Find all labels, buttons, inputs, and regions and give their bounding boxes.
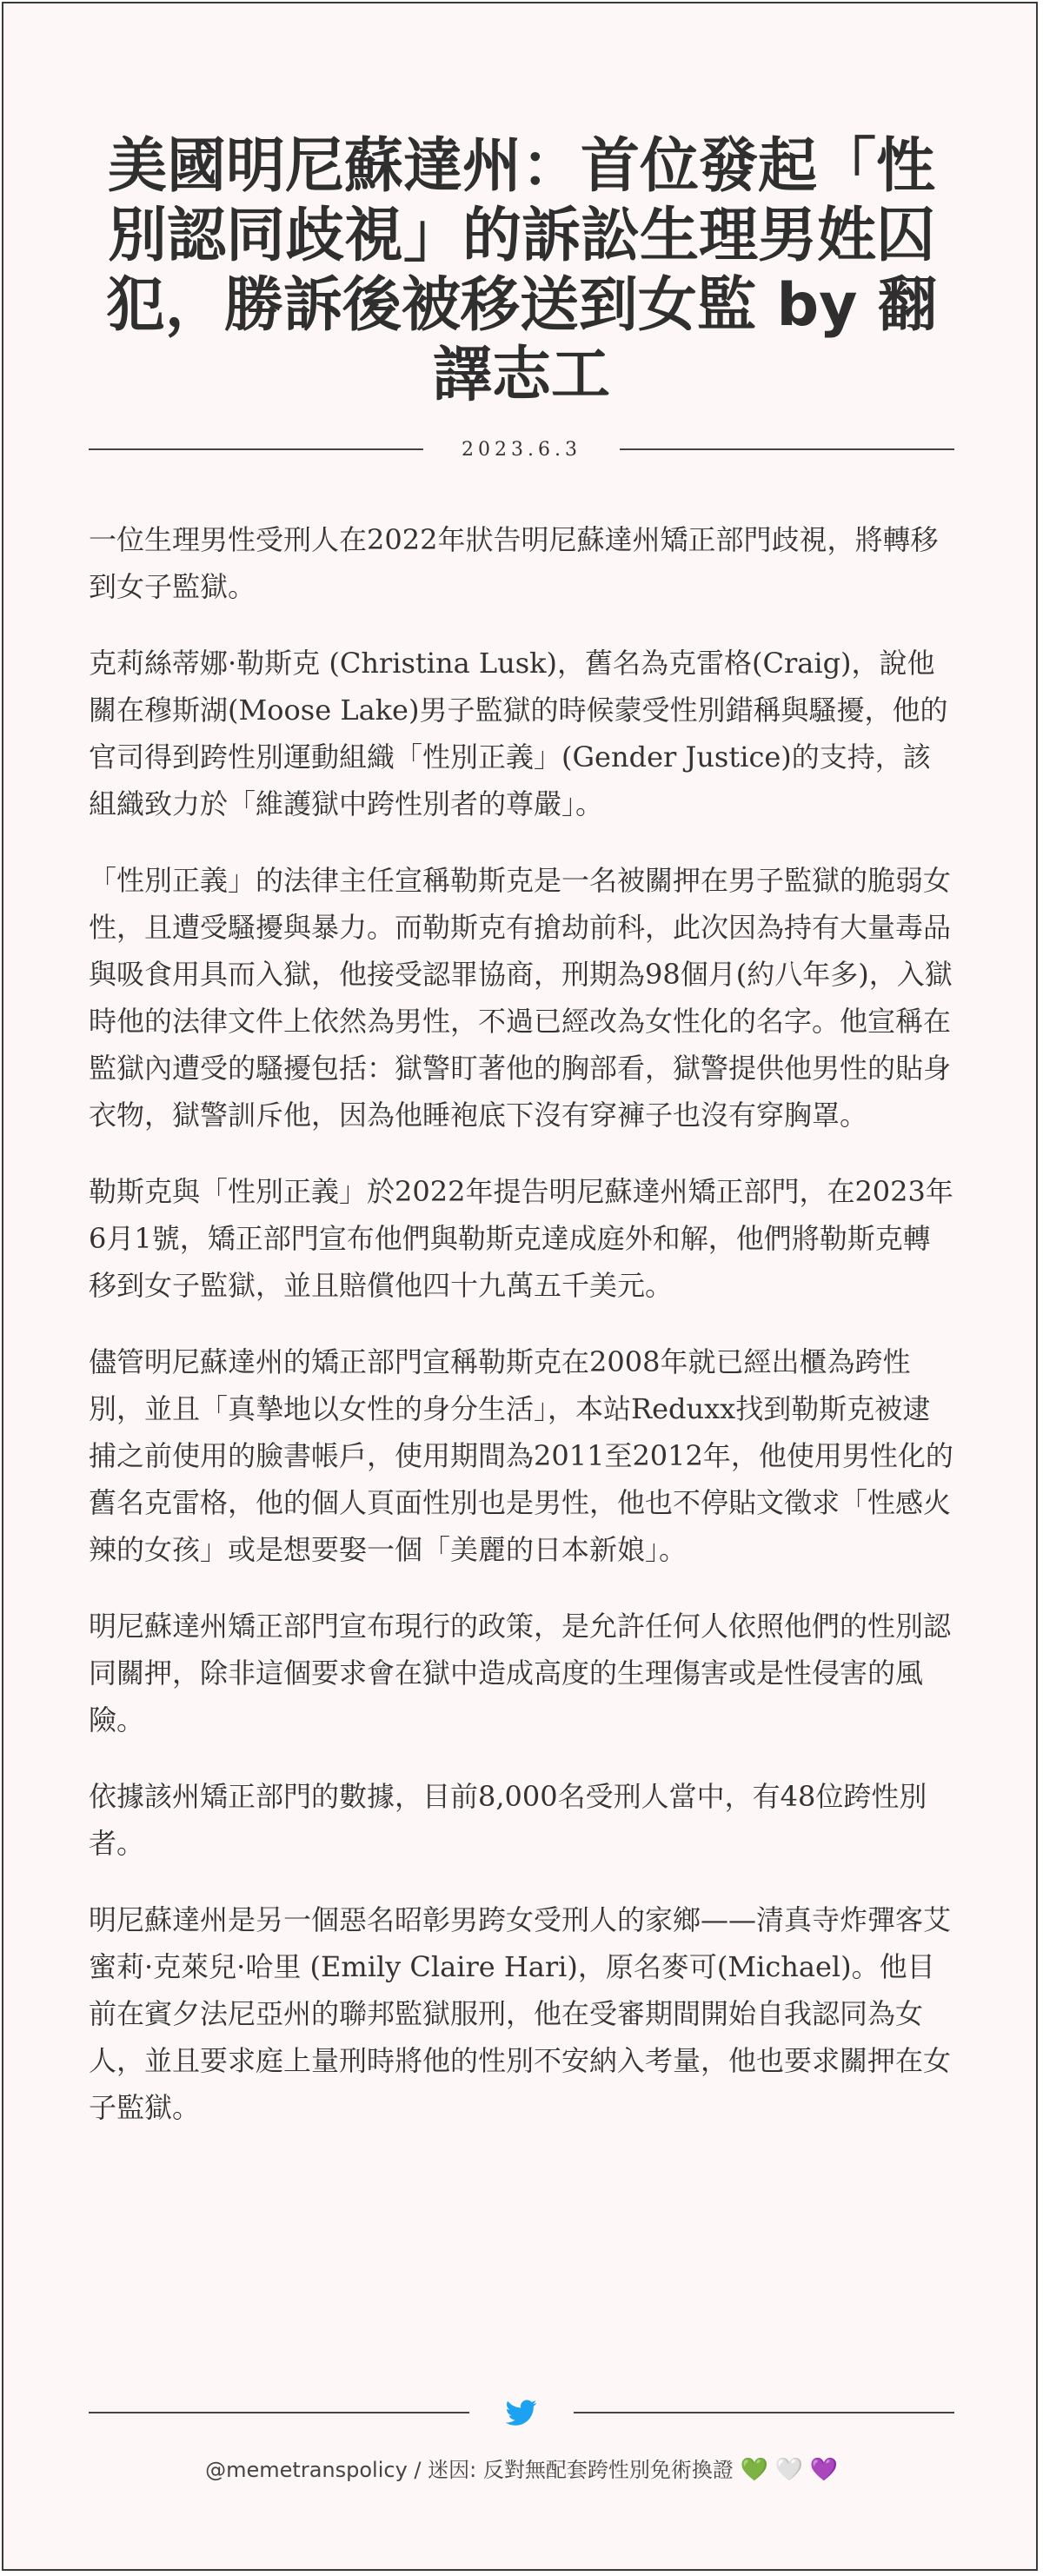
green-heart-icon: 💚	[740, 2457, 768, 2483]
divider-line-right	[620, 448, 954, 450]
footer-line-left	[89, 2412, 469, 2413]
paragraph-4: 勒斯克與「性別正義」於2022年提告明尼蘇達州矯正部門，在2023年6月1號，矯正部門宣布他們與勒斯克達成庭外和解，他們將勒斯克轉移到女子監獄，並且賠償他四十九萬五千美元。	[89, 1175, 953, 1302]
paragraph-7: 依據該州矯正部門的數據，目前8,000名受刑人當中，有48位跨性別者。	[89, 1780, 927, 1860]
article-title: 美國明尼蘇達州：首位發起「性別認同歧視」的訴訟生理男姓囚犯，勝訴後被移送到女監 by 翻譯志工	[105, 132, 938, 409]
paragraph-8: 明尼蘇達州是另一個惡名昭彰男跨女受刑人的家鄉——清真寺炸彈客艾蜜莉·克萊兒·哈里 (Emily Claire Hari)，原名麥可(Michael)。他目前在賓夕法尼亞州的聯邦監獄服刑，他在受審期間開始自我認同為女人，並且要求庭上量刑時將他的性別不安納入考量，他也要求關押在女子監獄。	[89, 1903, 952, 2124]
article-card	[2, 2, 1038, 2571]
twitter-bird-icon	[504, 2397, 539, 2428]
paragraph-5: 儘管明尼蘇達州的矯正部門宣稱勒斯克在2008年就已經出櫃為跨性別，並且「真摯地以女性的身分生活」，本站Reduxx找到勒斯克被逮捕之前使用的臉書帳戶，使用期間為2011至2012年，他使用男性化的舊名克雷格，他的個人頁面性別也是男性，他也不停貼文徵求「性感火辣的女孩」或是想要娶一個「美麗的日本新娘」。	[89, 1345, 953, 1566]
date-divider	[89, 436, 954, 462]
credit-text: @memetranspolicy / 迷因: 反對無配套跨性別免術換證	[205, 2458, 734, 2482]
article-body	[89, 516, 958, 2161]
footer-divider	[89, 2395, 954, 2430]
footer-line-right	[574, 2412, 954, 2413]
white-heart-icon: 🤍	[774, 2457, 803, 2483]
publish-date: 2023.6.3	[462, 438, 581, 461]
paragraph-6: 明尼蘇達州矯正部門宣布現行的政策，是允許任何人依照他們的性別認同關押，除非這個要求會在獄中造成高度的生理傷害或是性侵害的風險。	[89, 1610, 952, 1736]
paragraph-3: 「性別正義」的法律主任宣稱勒斯克是一名被關押在男子監獄的脆弱女性，且遭受騷擾與暴力。而勒斯克有搶劫前科，此次因為持有大量毒品與吸食用具而入獄，他接受認罪協商，刑期為98個月(約八年多)，入獄時他的法律文件上依然為男性，不過已經改為女性化的名字。他宣稱在監獄內遭受的騷擾包括：獄警盯著他的胸部看，獄警提供他男性的貼身衣物，獄警訓斥他，因為他睡袍底下沒有穿褲子也沒有穿胸罩。	[89, 864, 953, 1132]
purple-heart-icon: 💜	[809, 2457, 838, 2483]
footer-credit	[3, 2453, 1040, 2483]
paragraph-2: 克莉絲蒂娜·勒斯克 (Christina Lusk)，舊名為克雷格(Craig)，說他關在穆斯湖(Moose Lake)男子監獄的時候蒙受性別錯稱與騷擾，他的官司得到跨性別運動組織「性別正義」(Gender Justice)的支持，該組織致力於「維護獄中跨性別者的尊嚴」。	[89, 647, 948, 820]
divider-line-left	[89, 448, 423, 450]
paragraph-1: 一位生理男性受刑人在2022年狀告明尼蘇達州矯正部門歧視，將轉移到女子監獄。	[89, 523, 939, 603]
